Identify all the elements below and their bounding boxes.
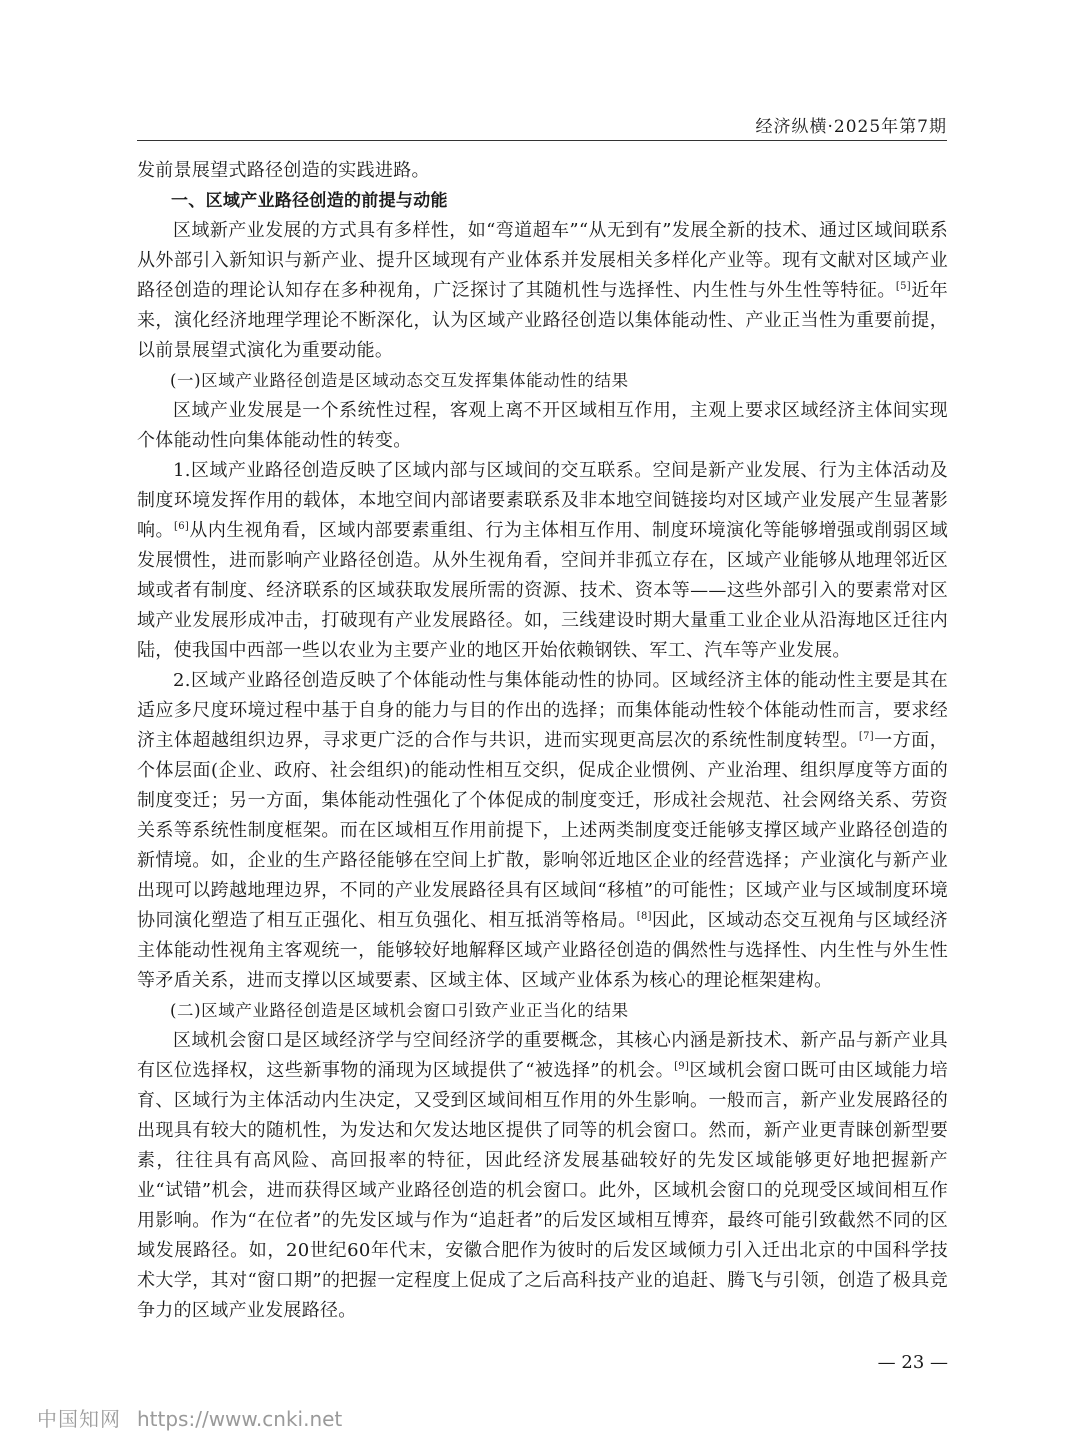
- paragraph: 区域机会窗口是区域经济学与空间经济学的重要概念，其核心内涵是新技术、新产品与新产业具有区位选择权，这些新事物的涌现为区域提供了“被选择”的机会。[9]区域机会窗口既可由区域能力培育、区域行为主体活动内生决定，又受到区域间相互作用的外生影响。一般而言，新产业发展路径的出现具有较大的随机性，为发达和欠发达地区提供了同等的机会窗口。然而，新产业更青睐创新型要素，往往具有高风险、高回报率的特征，因此经济发展基础较好的先发区域能够更好地把握新产业“试错”机会，进而获得区域产业路径创造的机会窗口。此外，区域机会窗口的兑现受区域间相互作用影响。作为“在位者”的先发区域与作为“追赶者”的后发区域相互博弈，最终可能引致截然不同的区域发展路径。如，20世纪60年代末，安徽合肥作为彼时的后发区域倾力引入迁出北京的中国科学技术大学，其对“窗口期”的把握一定程度上促成了之后高科技产业的追赶、腾飞与引领，创造了极具竞争力的区域产业发展路径。: [137, 1030, 948, 1321]
- header-rule: [137, 140, 947, 141]
- paragraph: 1.区域产业路径创造反映了区域内部与区域间的交互联系。空间是新产业发展、行为主体活动及制度环境发挥作用的载体，本地空间内部诸要素联系及非本地空间链接均对区域产业发展产生显著影响。[6]从内生视角看，区域内部要素重组、行为主体相互作用、制度环境演化等能够增强或削弱区域发展惯性，进而影响产业路径创造。从外生视角看，空间并非孤立存在，区域产业能够从地理邻近区域或者有制度、经济联系的区域获取发展所需的资源、技术、资本等——这些外部引入的要素常对区域产业发展形成冲击，打破现有产业发展路径。如，三线建设时期大量重工业企业从沿海地区迁往内陆，使我国中西部一些以农业为主要产业的地区开始依赖钢铁、军工、汽车等产业发展。: [137, 460, 949, 661]
- page-number: — 23 —: [877, 1352, 948, 1373]
- paragraph: 区域产业发展是一个系统性过程，客观上离不开区域相互作用，主观上要求区域经济主体间实现个体能动性向集体能动性的转变。: [137, 400, 948, 451]
- paragraph-intro: 区域新产业发展的方式具有多样性，如“弯道超车”“从无到有”发展全新的技术、通过区域间联系从外部引入新知识与新产业、提升区域现有产业体系并发展相关多样化产业等。现有文献对区域产业路径创造的理论认知存在多种视角，广泛探讨了其随机性与选择性、内生性与外生性等特征。[5]近年来，演化经济地理学理论不断深化，认为区域产业路径创造以集体能动性、产业正当性为重要前提，以前景展望式演化为重要动能。: [137, 220, 949, 361]
- citation-ref[interactable]: [8]: [636, 911, 652, 922]
- watermark-brand: 中国知网: [37, 1407, 121, 1431]
- paragraph-continuation: 发前景展望式路径创造的实践进路。: [137, 160, 430, 181]
- subsection-heading-2: (二)区域产业路径创造是区域机会窗口引致产业正当化的结果: [170, 1001, 629, 1020]
- watermark-url[interactable]: https://www.cnki.net: [137, 1407, 343, 1431]
- article-body: [137, 156, 948, 1326]
- cnki-watermark: [37, 1403, 342, 1432]
- citation-ref[interactable]: [6]: [174, 521, 190, 532]
- section-heading-1: 一、区域产业路径创造的前提与动能: [171, 191, 448, 211]
- journal-header: 经济纵横·2025年第7期: [755, 117, 947, 137]
- subsection-heading-1: (一)区域产业路径创造是区域动态交互发挥集体能动性的结果: [170, 371, 629, 390]
- citation-ref[interactable]: [7]: [858, 731, 874, 742]
- citation-ref[interactable]: [5]: [895, 281, 911, 292]
- paragraph: 2.区域产业路径创造反映了个体能动性与集体能动性的协同。区域经济主体的能动性主要是其在适应多尺度环境过程中基于自身的能力与目的作出的选择；而集体能动性较个体能动性而言，要求经济主体超越组织边界，寻求更广泛的合作与共识，进而实现更高层次的系统性制度转型。[7]一方面，个体层面(企业、政府、社会组织)的能动性相互交织，促成企业惯例、产业治理、组织厚度等方面的制度变迁；另一方面，集体能动性强化了个体促成的制度变迁，形成社会规范、社会网络关系、劳资关系等系统性制度框架。而在区域相互作用前提下，上述两类制度变迁能够支撑区域产业路径创造的新情境。如，企业的生产路径能够在空间上扩散，影响邻近地区企业的经营选择；产业演化与新产业出现可以跨越地理边界，不同的产业发展路径具有区域间“移植”的可能性；区域产业与区域制度环境协同演化塑造了相互正强化、相互负强化、相互抵消等格局。[8]因此，区域动态交互视角与区域经济主体能动性视角主客观统一，能够较好地解释区域产业路径创造的偶然性与选择性、内生性与外生性等矛盾关系，进而支撑以区域要素、区域主体、区域产业体系为核心的理论框架建构。: [137, 670, 948, 991]
- citation-ref[interactable]: [9]: [674, 1061, 690, 1072]
